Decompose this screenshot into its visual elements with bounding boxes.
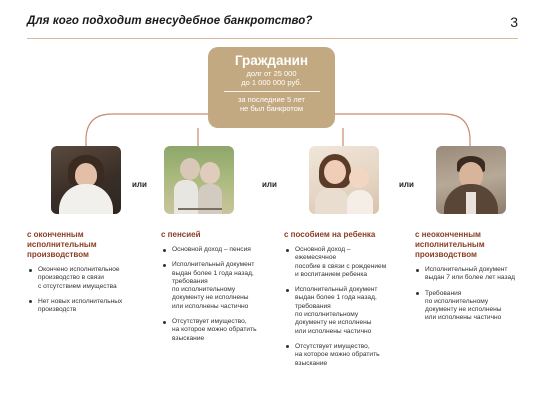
- central-divider: [224, 91, 320, 92]
- connector-right: [335, 114, 470, 146]
- list-item: Исполнительный документ выдан более 1 года назад, требования по исполнительному документу не исполнены или исполнены частично: [285, 286, 409, 336]
- photo-young-woman: [51, 146, 121, 214]
- photo-child-face: [349, 168, 369, 188]
- category-child-benefit: [284, 230, 375, 240]
- category-line: исполнительным: [415, 240, 485, 249]
- list-item: Основной доход – пенсия: [162, 246, 284, 254]
- photo-mother-top: [315, 188, 349, 214]
- photo-child-clothes: [347, 190, 373, 214]
- category-line: с неоконченным: [415, 230, 481, 239]
- photo-shirt: [466, 192, 476, 214]
- criteria-list-child-benefit: [285, 246, 409, 375]
- or-connector-2: или: [262, 180, 277, 189]
- list-item: Отсутствует имущество, на которое можно обратить взыскание: [285, 343, 409, 368]
- list-item: Исполнительный документ выдан более 1 года назад, требования по исполнительному документу не исполнены или исполнены частично: [162, 261, 284, 311]
- page-title: Для кого подходит внесудебное банкротство?: [27, 15, 313, 27]
- citizen-title: Гражданин: [234, 53, 309, 68]
- category-pension: [161, 230, 201, 240]
- category-line: производством: [415, 250, 477, 259]
- bankruptcy-history-line2: не был банкротом: [239, 104, 304, 113]
- list-item: Требования по исполнительному документу не исполнены или исполнены частично: [415, 290, 539, 323]
- list-item: Основной доход – ежемесячное пособие в связи с рождением и воспитанием ребенка: [285, 246, 409, 279]
- list-item: Окончено исполнительное производство в связи с отсутствием имущества: [28, 266, 148, 291]
- category-ongoing-proceedings: [415, 230, 485, 260]
- criteria-list-pension: [162, 246, 284, 350]
- or-connector-3: или: [399, 180, 414, 189]
- criteria-list-completed: [28, 266, 148, 321]
- category-line: производством: [27, 250, 89, 259]
- citizen-criteria-box: [208, 47, 335, 128]
- list-item: Нет новых исполнительных производств: [28, 298, 148, 315]
- list-item: Отсутствует имущество, на которое можно обратить взыскание: [162, 318, 284, 343]
- photo-young-man: [436, 146, 506, 214]
- photo-face-man: [180, 158, 200, 180]
- or-connector-1: или: [132, 180, 147, 189]
- list-item: Исполнительный документ выдан 7 или более лет назад: [415, 266, 539, 283]
- title-divider: [27, 38, 518, 39]
- debt-range-to: до 1 000 000 руб.: [241, 78, 302, 87]
- category-line: исполнительным: [27, 240, 97, 249]
- category-line: с пенсией: [161, 230, 201, 239]
- photo-shirt: [59, 184, 113, 214]
- photo-walker: [178, 208, 222, 210]
- photo-elderly-couple: [164, 146, 234, 214]
- bankruptcy-history-line1: за последние 5 лет: [237, 95, 305, 104]
- category-line: с оконченным: [27, 230, 84, 239]
- debt-range-from: долг от 25 000: [246, 69, 297, 78]
- category-line: с пособием на ребенка: [284, 230, 376, 239]
- photo-mother-face: [324, 160, 346, 184]
- photo-face-woman: [200, 162, 220, 184]
- connector-left: [86, 114, 208, 146]
- page-number: 3: [510, 14, 518, 30]
- category-completed-proceedings: [27, 230, 97, 260]
- photo-mother-child: [309, 146, 379, 214]
- criteria-list-ongoing: [415, 266, 539, 330]
